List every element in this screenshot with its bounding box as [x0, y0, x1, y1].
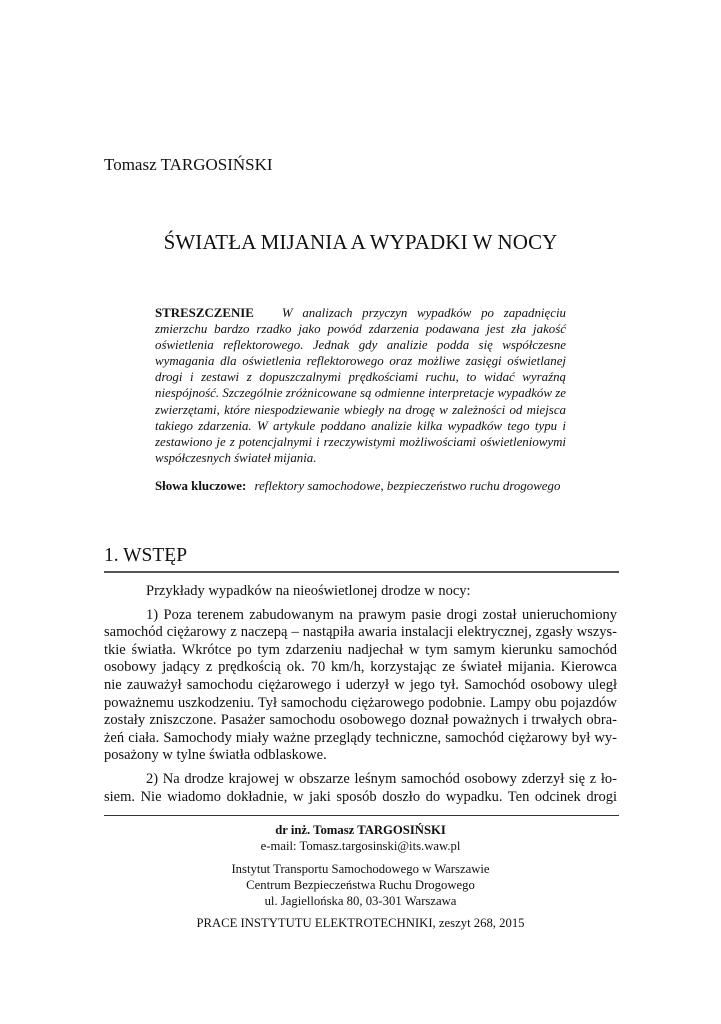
author-name: Tomasz TARGOSIŃSKI — [104, 155, 273, 174]
journal-citation: PRACE INSTYTUTU ELEKTROTECHNIKI, zeszyt 268, 2015 — [196, 916, 525, 930]
keywords — [155, 479, 575, 494]
text-line: samochód ciężarowy z naczepą – nastąpiła awaria instalacji elektrycznej, zgasły wszys- — [104, 624, 617, 641]
body-text — [104, 583, 617, 812]
text-line: poważnemu uszkodzeniu. Tył samochodu ciężarowego podobnie. Lampy obu pojazdów — [104, 694, 617, 711]
paragraph-intro — [104, 583, 617, 601]
keywords-text: reflektory samochodowe, bezpieczeństwo ruchu drogowego — [254, 479, 561, 493]
section-heading: 1. WSTĘP — [104, 545, 188, 566]
text-line: siem. Nie wiadomo dokładnie, w jaki sposób doszło do wypadku. Ten odcinek drogi — [104, 788, 617, 805]
text-line: Przykłady wypadków na nieoświetlonej drodze w nocy: — [146, 583, 471, 599]
abstract-label: STRESZCZENIE — [155, 306, 254, 320]
paper-title: ŚWIATŁA MIJANIA A WYPADKI W NOCY — [163, 230, 558, 254]
affiliation-name: dr inż. Tomasz TARGOSIŃSKI — [275, 823, 446, 837]
affiliation-centre: Centrum Bezpieczeństwa Ruchu Drogowego — [246, 878, 475, 892]
text-line: zostały zniszczone. Pasażer samochodu osobowego doznał poważnych i trwałych obra- — [104, 712, 617, 729]
text-line: tkie światła. Wkrótce po tym zdarzeniu nadjechał w tym samym kierunku samochód — [104, 641, 617, 658]
text-line: osobowy jadący z prędkością ok. 70 km/h, korzystając ze świateł mijania. Kierowca — [104, 659, 617, 676]
author-affiliation — [104, 822, 617, 909]
paragraph-case-2 — [104, 771, 617, 806]
affiliation-institute: Instytut Transportu Samochodowego w Warszawie — [231, 862, 490, 876]
text-line: 2) Na drodze krajowej w obszarze leśnym samochód osobowy zderzył się z ło- — [146, 770, 617, 787]
paragraph-case-1 — [104, 607, 617, 765]
keywords-label: Słowa kluczowe: — [155, 479, 247, 493]
text-line: nie zauważył samochodu ciężarowego i uderzył w jego tył. Samochód osobowy uległ — [104, 676, 617, 693]
text-line: posażony w tylne światła odblaskowe. — [104, 747, 327, 764]
text-line: żeń ciała. Samochody miały ważne przeglądy techniczne, samochód ciężarowy był wy- — [104, 729, 617, 746]
section-divider — [104, 571, 619, 573]
abstract — [155, 305, 566, 466]
abstract-text: W analizach przyczyn wypadków po zapadnięciu zmierzchu bardzo rzadko jako powód zdarzenia podawana jest zła jakość oświetlenia reflektorowego. Jednak gdy analizie podda się współczesne wymagania dla oświetlenia reflektorowego oraz możliwe zasięgi oświetlanej drogi i zestawi z dopuszczalnymi prędkościami ruchu, to widać wyraźną niespójność. Szczególnie zróżnicowane są odmienne interpretacje wypadków ze zwierzętami, które niespodziewanie wbiegły na drogę w zależności od miejsca takiego zdarzenia. W artykule poddano analizie kilka wypadków tego typu i zestawiono je z potencjalnymi i rzeczywistymi możliwościami oświetleniowymi współczesnych świateł mijania. — [155, 306, 566, 465]
text-line: 1) Poza terenem zabudowanym na prawym pasie drogi został unieruchomiony — [146, 606, 617, 623]
affiliation-address: ul. Jagiellońska 80, 03-301 Warszawa — [264, 894, 457, 908]
affiliation-email: e-mail: Tomasz.targosinski@its.waw.pl — [260, 839, 461, 853]
footnote-divider — [104, 815, 619, 816]
